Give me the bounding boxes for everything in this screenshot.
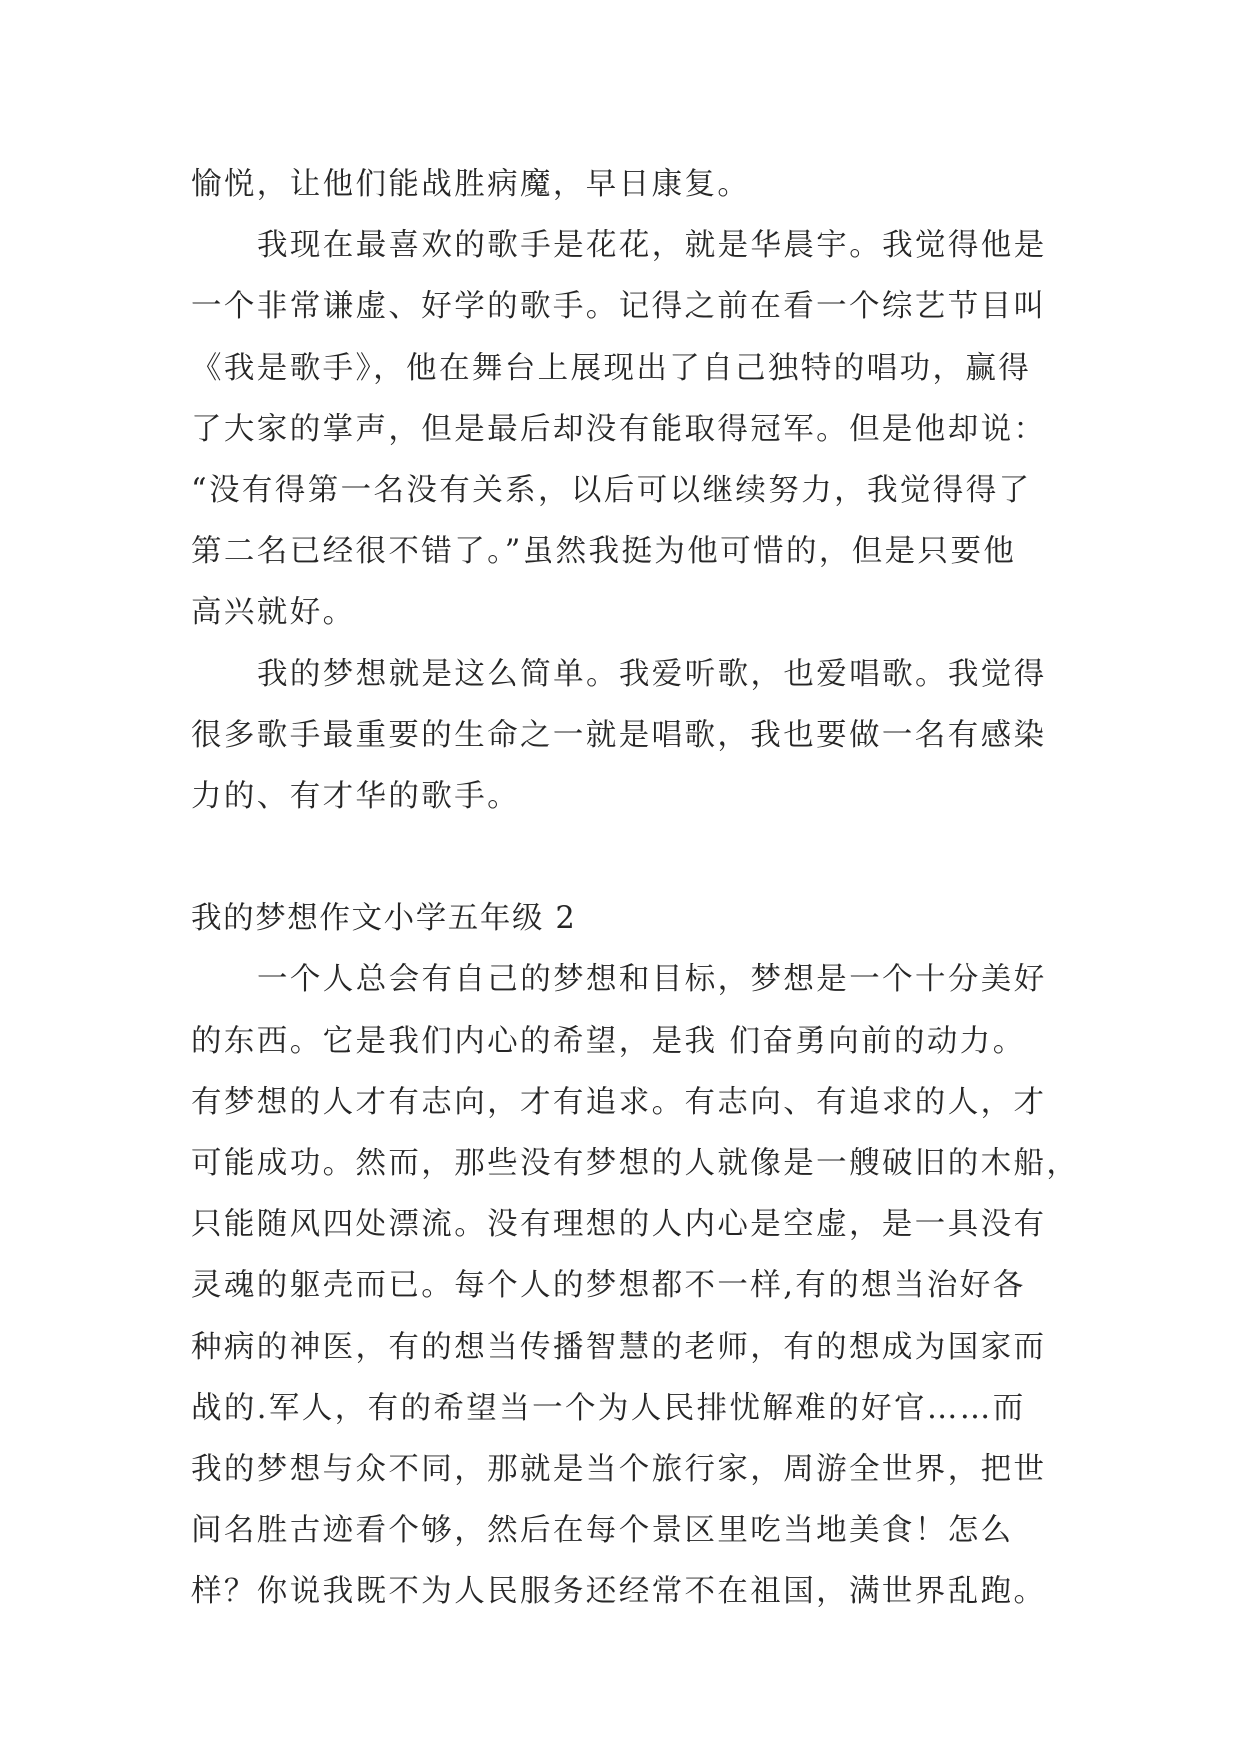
paragraph-line: “没有得第一名没有关系，以后可以继续努力，我觉得得了 <box>191 472 1032 508</box>
paragraph-line: 高兴就好。 <box>191 595 356 631</box>
paragraph-line: 第二名已经很不错了。”虽然我挺为他可惜的，但是只要他 <box>191 534 1017 570</box>
paragraph-line: 一个人总会有自己的梦想和目标，梦想是一个十分美好 <box>257 962 1047 998</box>
paragraph-line: 可能成功。然而，那些没有梦想的人就像是一艘破旧的木船， <box>191 1146 1080 1181</box>
paragraph-line: 《我是歌手》，他在舞台上展现出了自己独特的唱功，赢得 <box>191 350 1032 386</box>
section-heading: 我的梦想作文小学五年级 2 <box>191 901 577 937</box>
paragraph-line: 种病的神医，有的想当传播智慧的老师，有的想成为国家而 <box>191 1329 1047 1365</box>
paragraph-line: 愉悦，让他们能战胜病魔，早日康复。 <box>191 167 751 202</box>
paragraph-line: 我的梦想与众不同，那就是当个旅行家，周游全世界，把世 <box>191 1451 1047 1487</box>
paragraph-line: 有梦想的人才有志向，才有追求。有志向、有追求的人，才 <box>191 1084 1047 1120</box>
paragraph-line: 我现在最喜欢的歌手是花花，就是华晨宇。我觉得他是 <box>257 228 1047 264</box>
paragraph-line: 很多歌手最重要的生命之一就是唱歌，我也要做一名有感染 <box>191 717 1047 753</box>
paragraph-line: 力的、有才华的歌手。 <box>191 778 520 814</box>
paragraph-line: 了大家的掌声，但是最后却没有能取得冠军。但是他却说： <box>191 411 1047 447</box>
blank-line <box>191 827 1061 888</box>
paragraph-line: 间名胜古迹看个够，然后在每个景区里吃当地美食！怎么 <box>191 1513 1014 1549</box>
paragraph-line: 一个非常谦虚、好学的歌手。记得之前在看一个综艺节目叫 <box>191 289 1047 325</box>
paragraph-line: 只能随风四处漂流。没有理想的人内心是空虚，是一具没有 <box>191 1207 1047 1243</box>
document-body <box>191 154 1080 1623</box>
paragraph-line: 样？你说我既不为人民服务还经常不在祖国，满世界乱跑。 <box>191 1574 1047 1610</box>
paragraph-line: 灵魂的躯壳而已。每个人的梦想都不一样,有的想当治好各 <box>191 1268 1026 1304</box>
paragraph-line: 战的.军人，有的希望当一个为人民排忧解难的好官……而 <box>191 1390 1026 1426</box>
paragraph-line: 我的梦想就是这么简单。我爱听歌，也爱唱歌。我觉得 <box>257 656 1047 692</box>
paragraph-line: 的东西。它是我们内心的希望，是我 们奋勇向前的动力。 <box>191 1023 1026 1059</box>
